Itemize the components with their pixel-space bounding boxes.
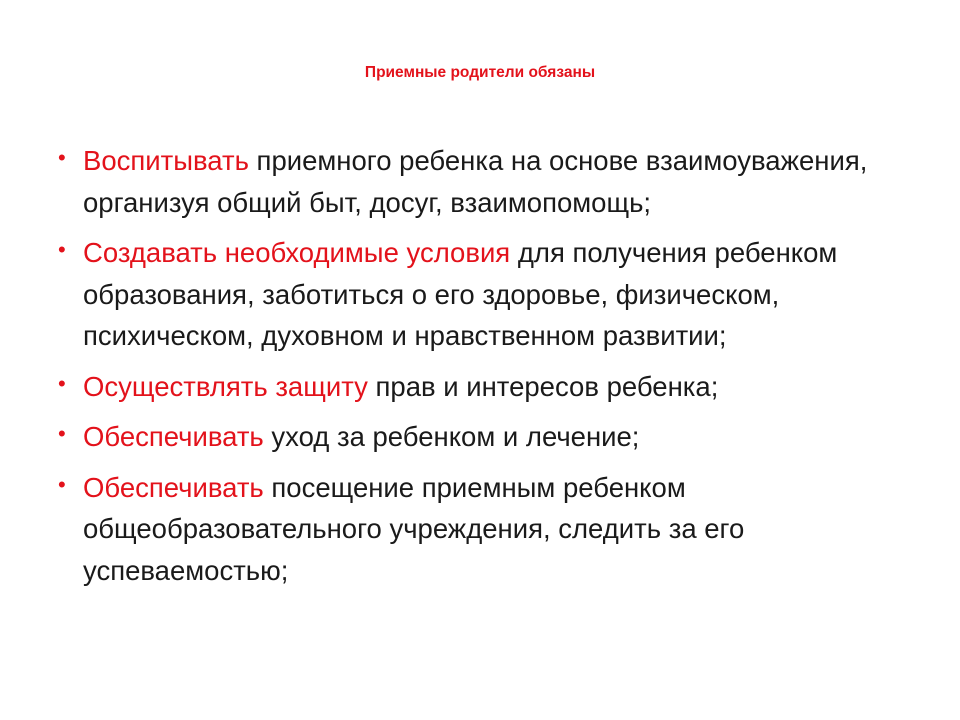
bullet-body-text: приемного ребенка на основе взаимоуважения, организуя общий быт, досуг, взаимопомощь; <box>83 145 868 218</box>
bullet-accent-text: Обеспечивать <box>83 421 264 452</box>
bullet-accent-text: Обеспечивать <box>83 471 264 503</box>
bullet-item-care <box>58 416 918 458</box>
bullet-body-text: прав и интересов ребенка; <box>367 370 719 402</box>
bullet-body-text: для получения ребенком образования, заботиться о его здоровье, физическом, психическом, духовном и нравственном развитии; <box>83 237 838 351</box>
bullet-item-education-health <box>58 232 918 357</box>
slide-title: Приемные родители обязаны <box>364 64 596 81</box>
bullet-dot-icon: • <box>58 370 66 396</box>
bullet-item-upbringing <box>58 140 918 223</box>
bullet-list <box>58 140 918 591</box>
bullet-body-text: посещение приемным ребенком общеобразовательного учреждения, следить за его успеваемостью; <box>83 471 745 586</box>
bullet-item-protection <box>58 366 918 408</box>
bullet-dot-icon: • <box>58 237 66 262</box>
bullet-item-school <box>58 467 918 592</box>
bullet-body-text: уход за ребенком и лечение; <box>263 421 640 452</box>
bullet-dot-icon: • <box>58 145 66 170</box>
bullet-accent-text: Воспитывать <box>83 145 249 176</box>
bullet-accent-text: Осуществлять защиту <box>83 370 368 402</box>
bullet-dot-icon: • <box>58 471 66 497</box>
bullet-accent-text: Создавать необходимые условия <box>83 237 511 268</box>
bullet-dot-icon: • <box>58 421 66 446</box>
